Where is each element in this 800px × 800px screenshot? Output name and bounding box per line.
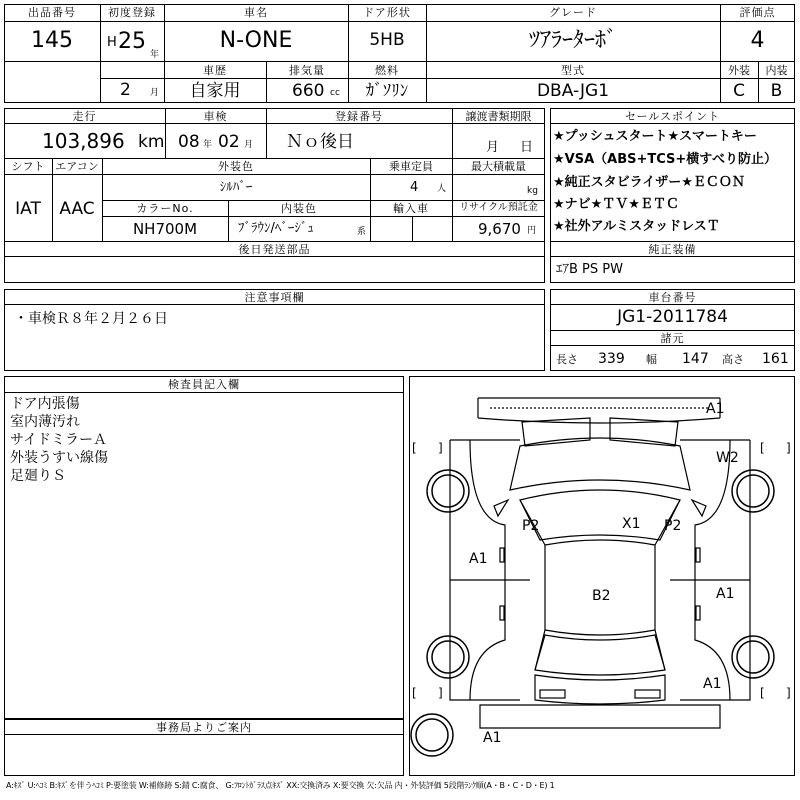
- aircon-value: AAC: [59, 199, 95, 219]
- import-label: 輸入車: [393, 202, 429, 215]
- later-parts-label: 後日発送部品: [238, 243, 311, 256]
- door-type-value: 5HB: [369, 30, 405, 50]
- model-value: DBA-JG1: [536, 81, 610, 101]
- model-label: 型式: [561, 64, 585, 77]
- exterior-color-label: 外装色: [218, 160, 254, 173]
- inspection-year: 08: [178, 132, 200, 152]
- inspector-notes-label: 検査員記入欄: [168, 378, 240, 391]
- score-value: 4: [750, 28, 765, 53]
- selling-point-line: ★社外アルミスタッドレスＴ: [553, 219, 720, 234]
- grade-label: グレード: [549, 6, 597, 19]
- interior-grade-value: B: [770, 81, 783, 101]
- height-value: 161: [762, 351, 789, 367]
- mark-right-front-fender: W2: [716, 450, 739, 466]
- interior-color-suffix: 系: [357, 227, 367, 237]
- chassis-number-value: JG1-2011784: [617, 307, 728, 327]
- damage-diagram: [409, 376, 795, 776]
- month-value: 2: [120, 80, 131, 100]
- mark-left-front-door: A1: [469, 551, 488, 567]
- registration-number-label: 登録番号: [335, 110, 383, 123]
- exterior-color-value: ｼﾙﾊﾞｰ: [219, 180, 253, 195]
- score-label: 評価点: [739, 6, 776, 19]
- month-unit: 月: [150, 88, 160, 98]
- recycle-fee-value: 9,670: [478, 220, 521, 238]
- color-number-label: カラーNo.: [136, 202, 194, 215]
- displacement-value: 660: [292, 81, 325, 101]
- svg-text:]: ]: [786, 686, 791, 700]
- selling-point-line: ★VSA（ABS+TCS+横すべり防止）: [553, 152, 778, 167]
- standard-equipment-value: ｴｱB PS PW: [556, 262, 623, 277]
- inspector-note-line: ドア内張傷: [10, 396, 80, 412]
- inspector-note-line: 足廻りＳ: [10, 468, 66, 484]
- max-load-unit: kg: [527, 186, 538, 196]
- inspection-month-unit: 月: [244, 140, 254, 150]
- recycle-fee-unit: 円: [527, 226, 537, 236]
- inspection-year-unit: 年: [203, 140, 213, 150]
- length-label: 長さ: [556, 353, 578, 366]
- interior-color-value: ﾌﾞﾗｳﾝ/ﾍﾞｰｼﾞｭ: [238, 221, 314, 236]
- selling-point-line: ★プッシュスタート★スマートキー: [553, 129, 757, 144]
- selling-point-line: ★ナビ★ＴＶ★ＥＴＣ: [553, 197, 679, 212]
- fuel-value: ｶﾞｿﾘﾝ: [365, 81, 409, 101]
- mark-right-rear-quarter: A1: [703, 676, 722, 692]
- capacity-unit: 人: [437, 184, 447, 194]
- lot-number-label: 出品番号: [28, 6, 76, 19]
- fuel-label: 燃料: [375, 64, 399, 77]
- mark-rear-bumper: A1: [483, 730, 502, 746]
- year-unit: 年: [150, 50, 160, 60]
- legend-text: A:ｷｽﾞ U:ﾍｺﾐ B:ｷｽﾞを伴うﾍｺﾐ P:要塗装 W:補修跡 S:錆 C:腐食、 G:ﾌﾛﾝﾄｶﾞﾗｽ点ｷｽﾞ XX:交換済み X:要交換 欠:欠品 内・外装評価 5段階ﾗﾝｸ順(A・B・C・D・E) 1: [6, 781, 555, 790]
- door-type-label: ドア形状: [363, 6, 411, 19]
- history-label: 車歴: [203, 64, 227, 77]
- transfer-day: 日: [520, 140, 534, 155]
- selling-points-label: セールスポイント: [624, 110, 720, 123]
- office-notice-label: 事務局よりご案内: [156, 721, 252, 734]
- svg-text:[: [: [412, 441, 417, 455]
- inspection-month: 02: [218, 132, 240, 152]
- history-value: 自家用: [189, 81, 241, 101]
- registration-number-value: Ｎｏ後日: [286, 132, 354, 152]
- recycle-fee-label: リサイクル預託金: [459, 202, 538, 213]
- transfer-month: 月: [486, 140, 500, 155]
- displacement-unit: cc: [330, 88, 340, 98]
- interior-grade-label: 内装: [765, 64, 788, 77]
- height-label: 高さ: [722, 353, 744, 366]
- max-load-label: 最大積載量: [471, 160, 526, 173]
- color-number-value: NH700M: [132, 220, 198, 238]
- mark-roof-front: X1: [622, 516, 641, 532]
- grade-value: ﾂｱﾗｰﾀｰﾎﾞ: [528, 28, 617, 53]
- displacement-label: 排気量: [289, 64, 325, 77]
- mileage-unit: km: [138, 132, 165, 152]
- interior-color-label: 内装色: [281, 202, 317, 215]
- notes-value: ・車検Ｒ８年２月２６日: [14, 311, 168, 327]
- svg-text:[: [: [412, 686, 417, 700]
- inspector-note-line: 室内薄汚れ: [10, 414, 80, 430]
- standard-equipment-label: 純正装備: [648, 243, 697, 256]
- car-name-label: 車名: [244, 6, 268, 19]
- svg-text:[: [: [760, 441, 765, 455]
- era-value: H: [107, 35, 117, 50]
- inspection-label: 車検: [203, 110, 228, 123]
- notes-label: 注意事項欄: [244, 291, 305, 304]
- mark-left-front-pillar: P2: [522, 518, 540, 534]
- svg-text:]: ]: [438, 686, 443, 700]
- chassis-number-label: 車台番号: [648, 291, 697, 304]
- width-value: 147: [682, 351, 709, 367]
- selling-point-line: ★純正スタビライザー★ＥＣＯＮ: [553, 175, 745, 190]
- transfer-deadline-label: 譲渡書類期限: [465, 110, 532, 123]
- svg-text:[: [: [760, 686, 765, 700]
- mileage-label: 走行: [72, 110, 97, 123]
- exterior-grade-label: 外装: [728, 64, 750, 77]
- inspector-note-line: サイドミラーＡ: [10, 432, 108, 448]
- mark-right-front-pillar: P2: [664, 518, 682, 534]
- mileage-value: 103,896: [42, 129, 125, 153]
- car-name-value: N-ONE: [219, 28, 293, 53]
- capacity-value: 4: [410, 180, 419, 195]
- mark-roof-center: B2: [592, 588, 611, 604]
- mark-front-bumper: A1: [706, 401, 725, 417]
- svg-text:]: ]: [786, 441, 791, 455]
- dimensions-label: 諸元: [660, 332, 685, 345]
- shift-value: IAT: [15, 199, 41, 219]
- width-label: 幅: [646, 353, 657, 366]
- mark-right-rear-door: A1: [716, 586, 735, 602]
- year-value: 25: [118, 29, 146, 54]
- svg-text:]: ]: [438, 441, 443, 455]
- exterior-grade-value: C: [733, 81, 745, 101]
- capacity-label: 乗車定員: [389, 160, 433, 173]
- lot-number-value: 145: [31, 28, 73, 53]
- shift-label: シフト: [11, 160, 45, 173]
- inspector-note-line: 外装うすい線傷: [10, 450, 108, 466]
- first-registration-label: 初度登録: [108, 6, 156, 19]
- aircon-label: エアコン: [55, 160, 99, 173]
- length-value: 339: [598, 351, 625, 367]
